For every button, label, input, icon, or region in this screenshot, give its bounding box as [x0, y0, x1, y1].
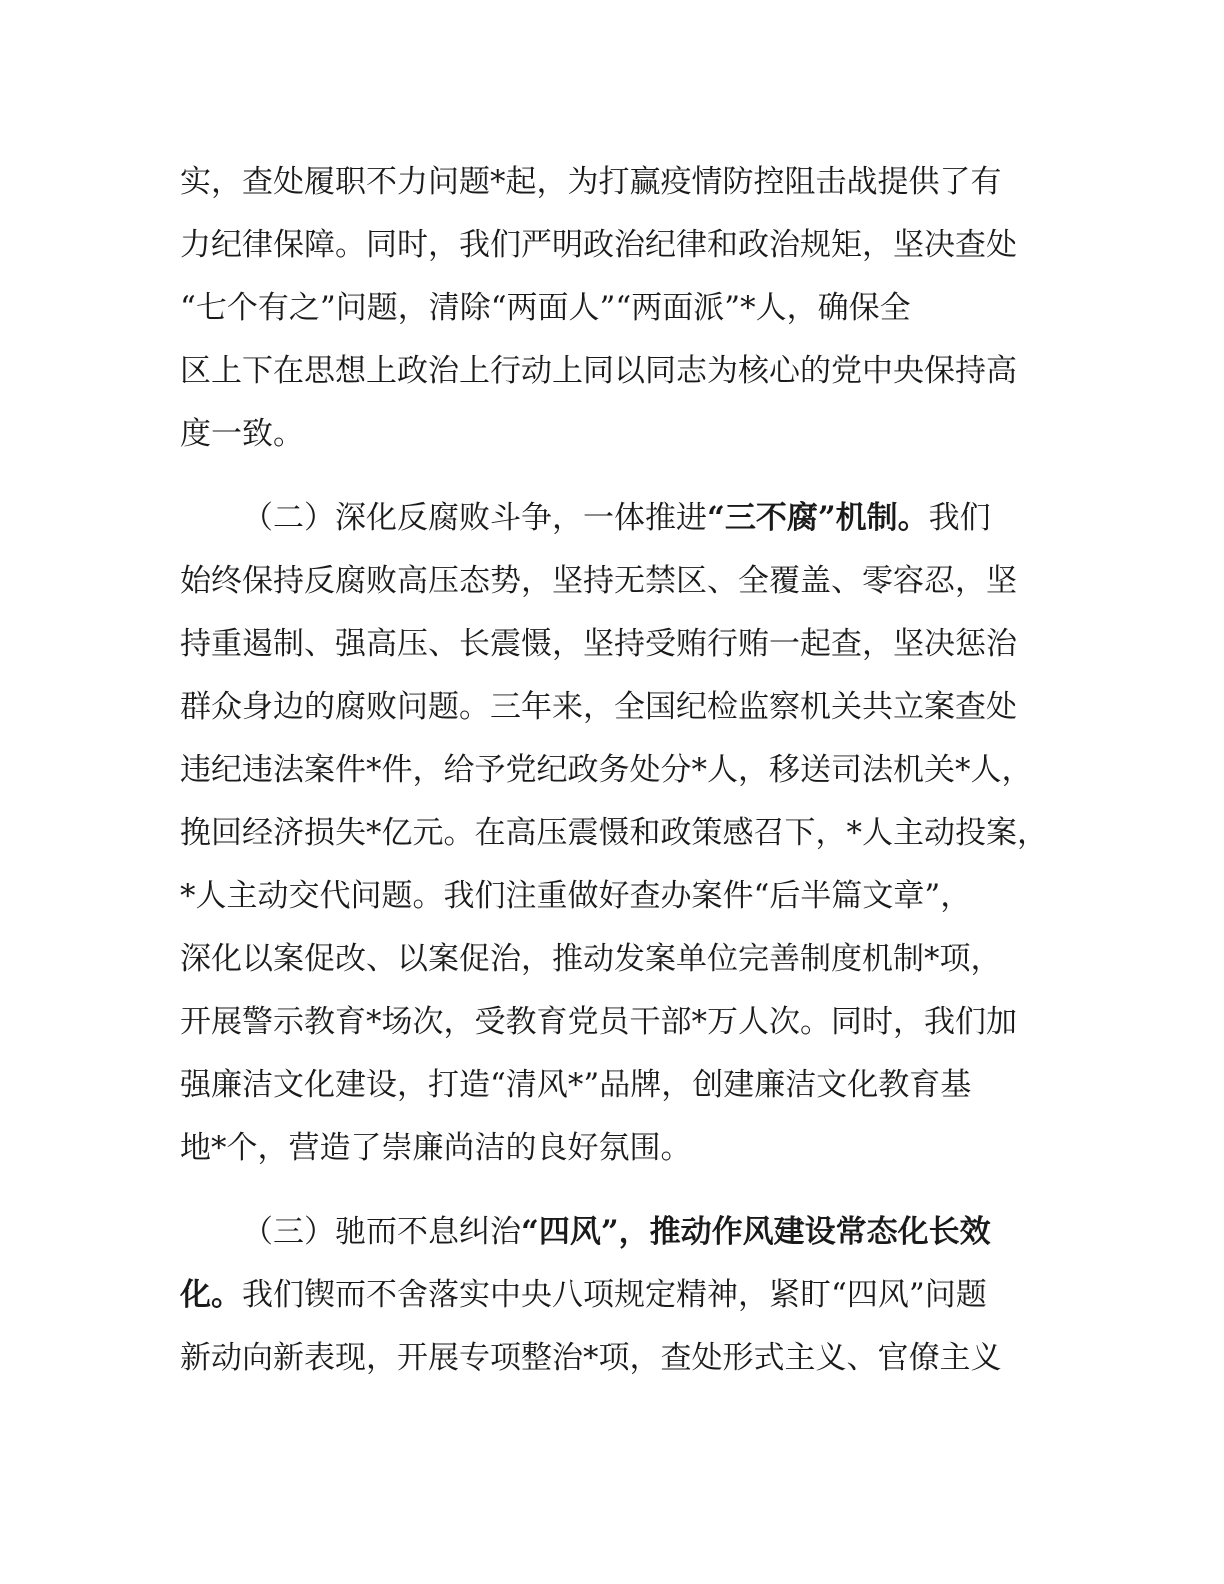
heading-bold-text: “三不腐”机制。: [707, 500, 929, 536]
text-line: 区上下在思想上政治上行动上同以同志为核心的党中央保持高: [180, 353, 1017, 389]
text-line: “七个有之”问题，清除“两面人”“两面派”*人，确保全: [180, 290, 911, 326]
text-line: 实，查处履职不力问题*起，为打赢疫情防控阻击战提供了有: [180, 164, 1002, 200]
text-line: 深化以案促改、以案促治，推动发案单位完善制度机制*项，: [180, 941, 1002, 977]
text-line: 挽回经济损失*亿元。在高压震慑和政策感召下，*人主动投案，: [180, 815, 1048, 851]
body-text: 我们锲而不舍落实中央八项规定精神，紧盯“四风”问题: [242, 1277, 987, 1313]
heading-tail-text: 我们: [928, 500, 991, 536]
text-line: 违纪违法案件*件，给予党纪政务处分*人，移送司法机关*人，: [180, 752, 1033, 788]
text-line: 开展警示教育*场次，受教育党员干部*万人次。同时，我们加: [180, 1004, 1017, 1040]
text-line: 新动向新表现，开展专项整治*项，查处形式主义、官僚主义: [180, 1340, 1002, 1376]
text-line: 始终保持反腐败高压态势，坚持无禁区、全覆盖、零容忍，坚: [180, 563, 1017, 599]
text-line: 强廉洁文化建设，打造“清风*”品牌，创建廉洁文化教育基: [180, 1067, 972, 1103]
section-heading-line: [180, 487, 1060, 550]
paragraph-section-3: [180, 1201, 1060, 1390]
heading-text: （二）深化反腐败斗争，一体推进: [242, 500, 707, 536]
text-line: 群众身边的腐败问题。三年来，全国纪检监察机关共立案查处: [180, 689, 1017, 725]
heading-text: （三）驰而不息纠治: [242, 1214, 521, 1250]
text-line: 力纪律保障。同时，我们严明政治纪律和政治规矩，坚决查处: [180, 227, 1017, 263]
text-line: *人主动交代问题。我们注重做好查办案件“后半篇文章”，: [180, 878, 972, 914]
paragraph-continuation: [180, 151, 1060, 466]
text-line: [180, 1264, 1060, 1327]
section-heading-line: [180, 1201, 1060, 1264]
heading-bold-text: 化。: [180, 1277, 242, 1313]
text-line: 度一致。: [180, 416, 304, 452]
document-body: [180, 151, 1060, 1411]
heading-bold-text: “四风”，推动作风建设常态化长效: [521, 1214, 991, 1250]
text-line: 持重遏制、强高压、长震慑，坚持受贿行贿一起查，坚决惩治: [180, 626, 1017, 662]
paragraph-section-2: [180, 487, 1060, 1180]
text-line: 地*个，营造了崇廉尚洁的良好氛围。: [180, 1130, 692, 1166]
